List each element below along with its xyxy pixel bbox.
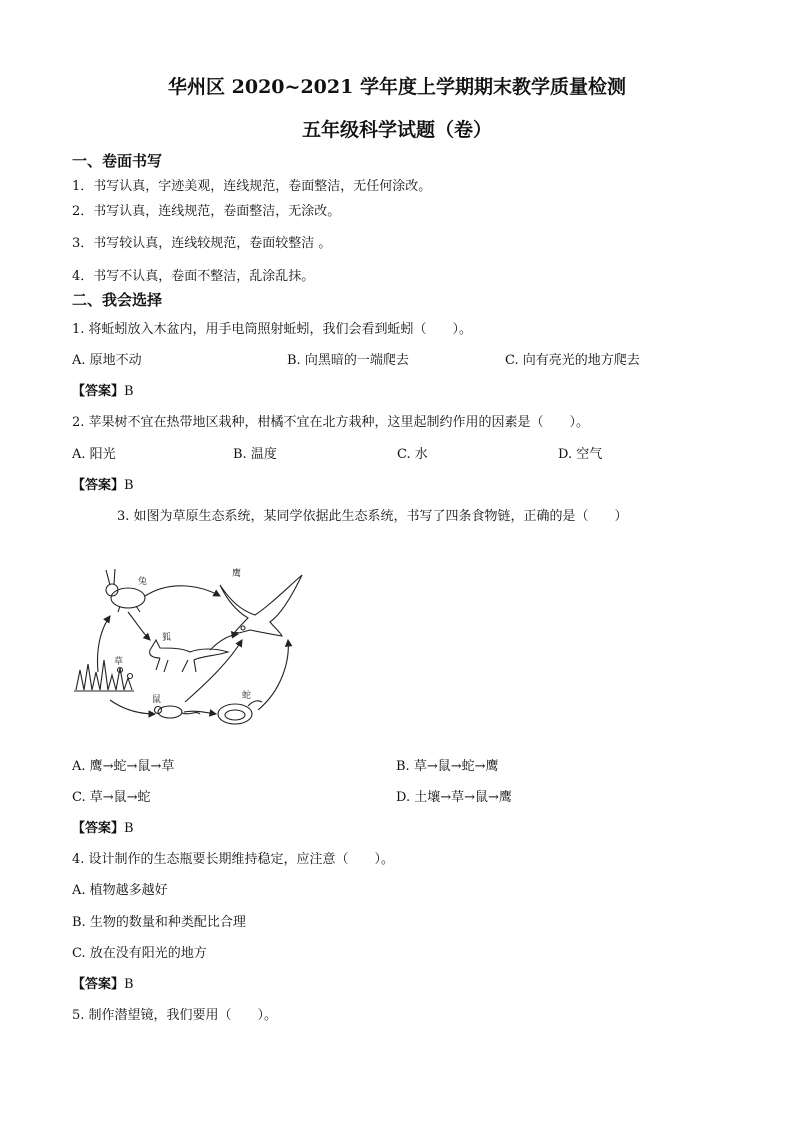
option-d: D. 土壤→草→鼠→鹰: [396, 790, 512, 805]
hawk-drawing: [220, 575, 302, 636]
option-d: D. 空气: [558, 447, 603, 462]
rabbit-drawing: [106, 569, 148, 612]
label-mouse: 鼠: [152, 695, 162, 705]
list-item: 3．书写较认真，连线较规范，卷面较整洁 。: [72, 236, 332, 251]
food-web-figure: [70, 560, 310, 735]
option-a: A. 鹰→蛇→鼠→草: [72, 759, 175, 774]
answer-label: 【答案】: [72, 478, 125, 493]
answer-line: [72, 474, 134, 493]
label-rabbit: 兔: [138, 577, 148, 587]
label-snake: 蛇: [242, 691, 252, 701]
answer-label: 【答案】: [72, 977, 125, 992]
option-b: B. 向黑暗的一端爬去: [287, 353, 409, 368]
list-item: 4．书写不认真，卷面不整洁，乱涂乱抹。: [72, 269, 315, 284]
question-stem: 2. 苹果树不宜在热带地区栽种，柑橘不宜在北方栽种，这里起制约作用的因素是（ ）。: [72, 415, 590, 430]
answer-value: B: [124, 821, 134, 836]
label-hawk: 鹰: [232, 569, 242, 579]
option-c: C. 水: [397, 447, 428, 462]
question-stem: 3. 如图为草原生态系统，某同学依据此生态系统，书写了四条食物链，正确的是（ ）: [117, 509, 628, 524]
label-grass: 草: [114, 657, 124, 667]
question-stem: 1. 将蚯蚓放入木盆内，用手电筒照射蚯蚓，我们会看到蚯蚓（ ）。: [72, 322, 473, 337]
question-stem: 4. 设计制作的生态瓶要长期维持稳定，应注意（ ）。: [72, 852, 395, 867]
option-a: A. 植物越多越好: [72, 883, 168, 898]
answer-value: B: [124, 478, 134, 493]
answer-line: [72, 380, 134, 399]
option-c: C. 放在没有阳光的地方: [72, 946, 207, 961]
option-b: B. 生物的数量和种类配比合理: [72, 915, 246, 930]
option-b: B. 草→鼠→蛇→鹰: [396, 759, 499, 774]
answer-label: 【答案】: [72, 384, 125, 399]
page-subtitle: 五年级科学试题（卷）: [301, 119, 492, 141]
option-b: B. 温度: [233, 447, 277, 462]
option-c: C. 草→鼠→蛇: [72, 790, 151, 805]
page-title: 华州区 2020~2021 学年度上学期期末教学质量检测: [168, 76, 626, 98]
label-fox: 狐: [162, 633, 172, 643]
mouse-drawing: [155, 706, 201, 718]
question-stem: 5. 制作潜望镜，我们要用（ ）。: [72, 1008, 278, 1023]
answer-line: [72, 817, 134, 836]
answer-value: B: [124, 384, 134, 399]
list-item: 2．书写认真，连线规范，卷面整洁，无涂改。: [72, 204, 341, 219]
section-heading-choice: 二、我会选择: [72, 291, 163, 309]
answer-line: [72, 973, 134, 992]
grass-drawing: [74, 660, 134, 691]
section-heading-writing: 一、卷面书写: [72, 152, 163, 170]
option-a: A. 原地不动: [72, 353, 142, 368]
answer-value: B: [124, 977, 134, 992]
snake-drawing: [218, 701, 262, 724]
option-c: C. 向有亮光的地方爬去: [505, 353, 640, 368]
option-a: A. 阳光: [72, 447, 116, 462]
list-item: 1．书写认真，字迹美观，连线规范，卷面整洁，无任何涂改。: [72, 179, 432, 194]
answer-label: 【答案】: [72, 821, 125, 836]
